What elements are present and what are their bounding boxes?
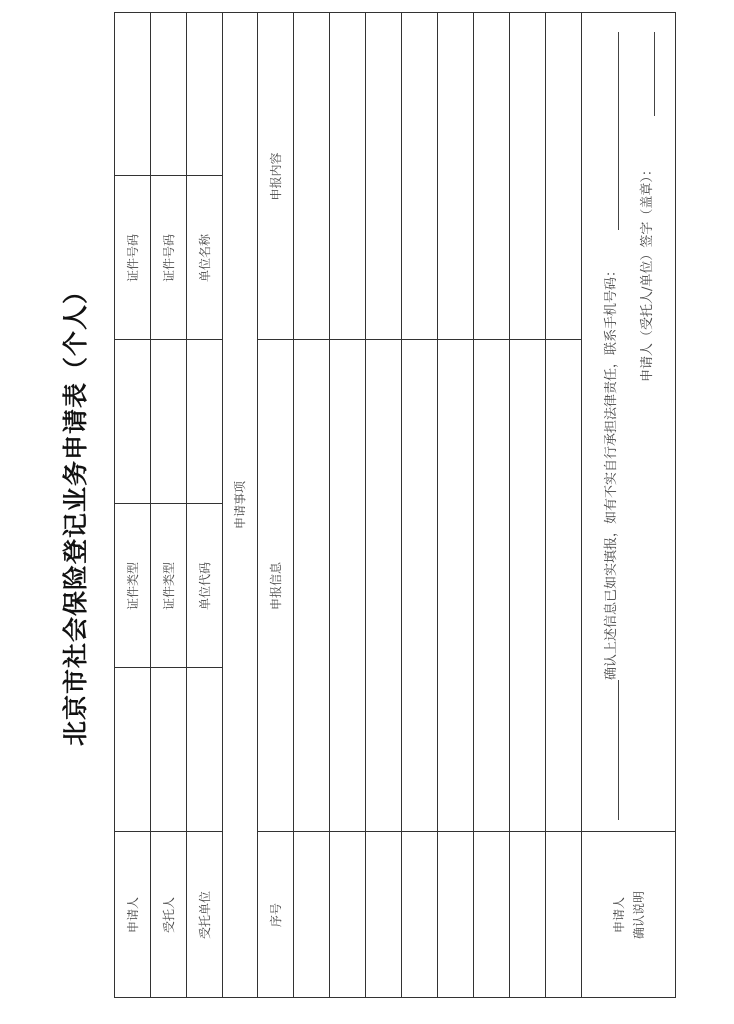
table-row[interactable] [401, 12, 437, 998]
applicant-name-field[interactable] [114, 668, 150, 832]
confirmation-label-line1: 申请人 [611, 897, 626, 934]
form-table [114, 12, 676, 998]
table-row[interactable] [473, 12, 509, 998]
statement-underline-left [618, 680, 619, 820]
table-row[interactable] [293, 12, 329, 998]
signature-line: 申请人（受托人/单位）签字（盖章）： [640, 163, 655, 382]
table-row[interactable] [329, 12, 365, 998]
applicant-label: 申请人 [125, 897, 140, 934]
report-content-column-header: 申报内容 [268, 152, 283, 201]
confirmation-label-line2: 确认说明 [631, 891, 646, 940]
agent-id-number-field[interactable] [150, 13, 186, 176]
form-title: 北京市社会保险登记业务申请表（个人） [61, 278, 90, 747]
applicant-id-number-field[interactable] [114, 13, 150, 176]
unit-title-field[interactable] [186, 13, 222, 176]
unit-name-field[interactable] [186, 668, 222, 832]
report-info-column-header: 申报信息 [268, 562, 283, 611]
table-row[interactable] [365, 12, 401, 998]
id-number-label: 证件号码 [161, 234, 176, 283]
phone-number-field[interactable] [618, 32, 619, 230]
id-type-label: 证件类型 [125, 562, 140, 611]
table-row[interactable] [437, 12, 473, 998]
id-number-label: 证件号码 [125, 234, 140, 283]
agent-label: 受托人 [161, 897, 176, 934]
id-type-label: 证件类型 [161, 562, 176, 611]
applicant-id-type-field[interactable] [114, 340, 150, 504]
entrusted-unit-label: 受托单位 [197, 891, 212, 940]
unit-title-label: 单位名称 [197, 234, 212, 283]
agent-id-type-field[interactable] [150, 340, 186, 504]
seq-column-header: 序号 [268, 903, 283, 928]
unit-code-label: 单位代码 [197, 562, 212, 611]
unit-code-field[interactable] [186, 340, 222, 504]
confirmation-statement: 确认上述信息已如实填报，如有不实自行承担法律责任，联系手机号码： [604, 263, 619, 680]
agent-name-field[interactable] [150, 668, 186, 832]
table-row[interactable] [509, 12, 545, 998]
signature-field[interactable] [654, 32, 655, 116]
confirmation-label [581, 832, 676, 998]
section-header: 申请事项 [233, 481, 247, 530]
table-row[interactable] [545, 12, 581, 998]
